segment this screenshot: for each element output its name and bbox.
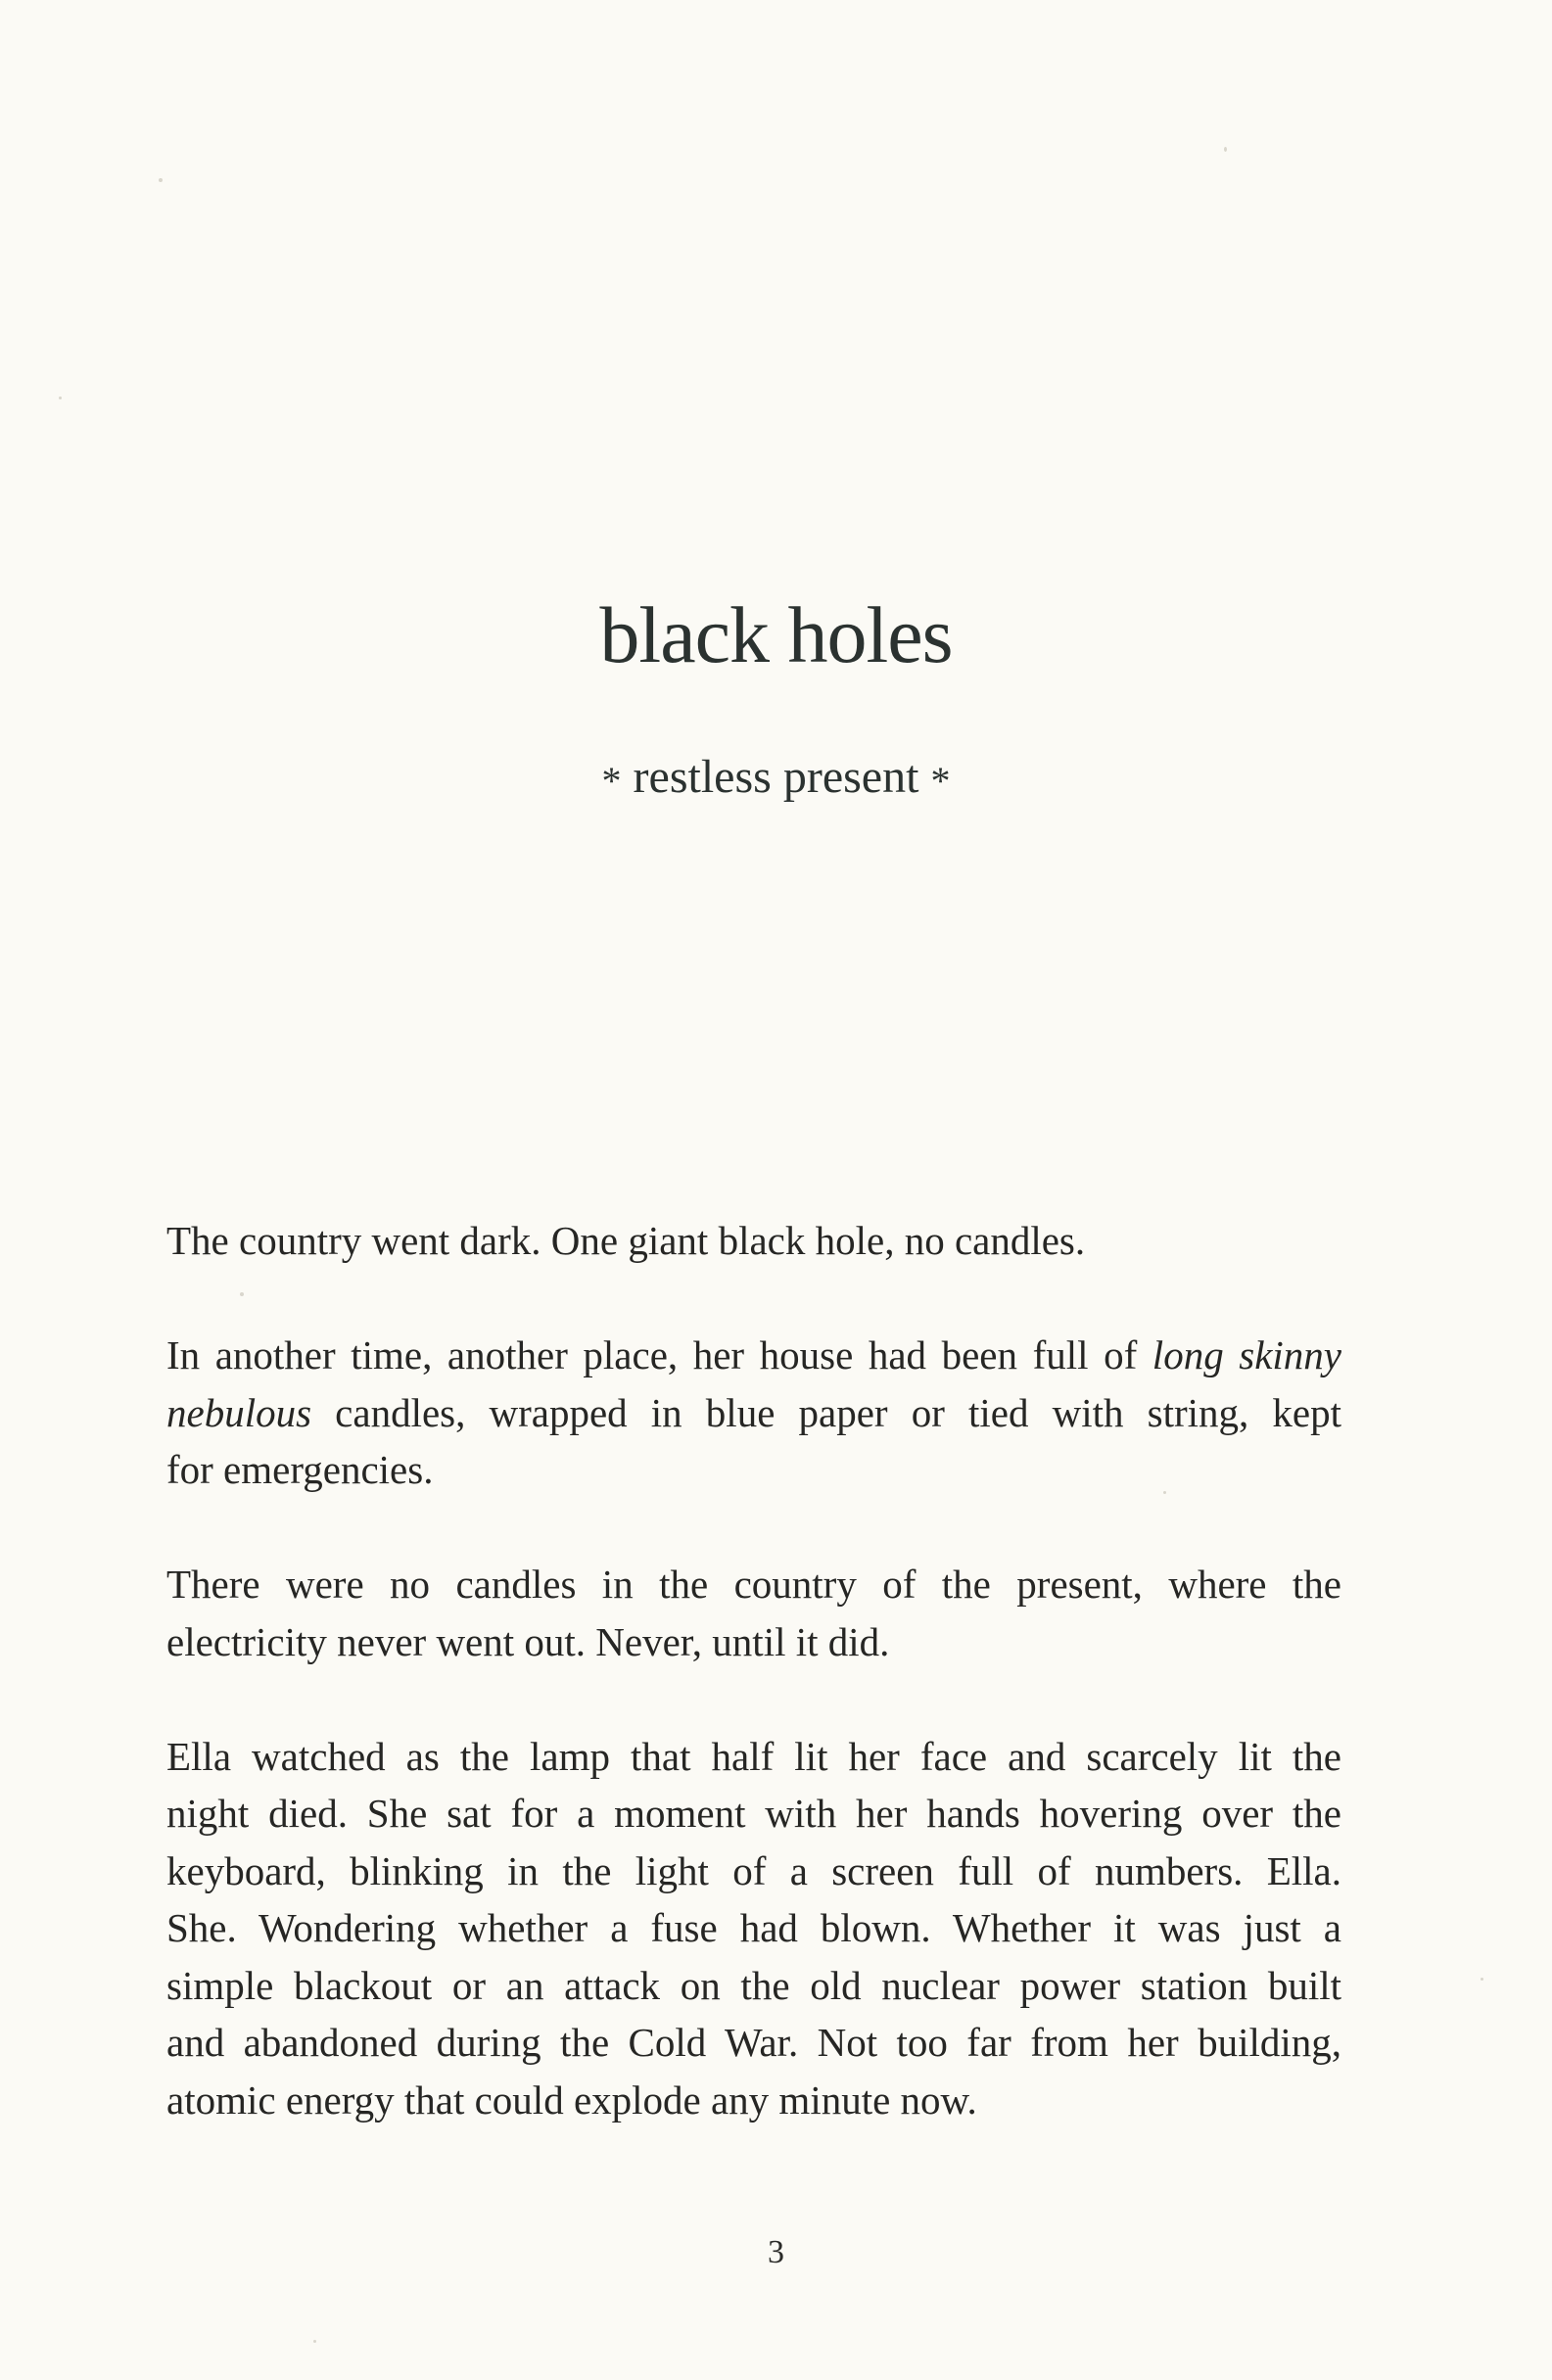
text-line	[166, 1327, 1341, 1384]
chapter-subtitle	[0, 751, 1552, 803]
paper-speck	[313, 2340, 316, 2343]
paper-speck	[159, 178, 163, 182]
text-line: There were no candles in the country of the present, where the	[166, 1562, 1341, 1607]
paper-speck	[1481, 1978, 1483, 1981]
text-line	[166, 1384, 1341, 1442]
paper-speck	[240, 1292, 244, 1296]
paper-speck	[1224, 147, 1227, 152]
text-line: for emergencies.	[166, 1447, 434, 1492]
italic-run: long skinny	[1152, 1332, 1341, 1377]
text-line: atomic energy that could explode any minute now.	[166, 2077, 977, 2123]
paper-speck	[1163, 1491, 1166, 1494]
text-line: and abandoned during the Cold War. Not too far from her building,	[166, 2020, 1341, 2065]
text-run: candles, wrapped in blue paper or tied with string, kept	[311, 1389, 1341, 1435]
paper-speck	[59, 397, 62, 399]
text-run: In another time, another place, her house had been full of	[166, 1332, 1152, 1377]
page-number: 3	[768, 2234, 784, 2270]
text-line: Ella watched as the lamp that half lit her face and scarcely lit the	[166, 1733, 1341, 1779]
chapter-title: black holes	[599, 590, 953, 679]
paragraph-2	[166, 1327, 1341, 1499]
text-line: electricity never went out. Never, until it did.	[166, 1618, 890, 1664]
italic-run: nebulous	[166, 1389, 312, 1435]
chapter-subtitle-text: restless present	[633, 751, 919, 803]
text-line: night died. She sat for a moment with her hands hovering over the	[166, 1791, 1341, 1836]
text-line: She. Wondering whether a fuse had blown. Whether it was just a	[166, 1905, 1341, 1950]
body-text	[166, 1212, 1341, 2128]
text-line: keyboard, blinking in the light of a screen full of numbers. Ella.	[166, 1847, 1341, 1893]
asterisk-ornament-right: *	[930, 759, 951, 803]
paragraph-1	[166, 1212, 1341, 1270]
text-line: The country went dark. One giant black hole, no candles.	[166, 1218, 1086, 1263]
asterisk-ornament-left: *	[601, 759, 622, 803]
text-line: simple blackout or an attack on the old nuclear power station built	[166, 1962, 1341, 2008]
paragraph-3	[166, 1556, 1341, 1670]
paragraph-4	[166, 1728, 1341, 2129]
